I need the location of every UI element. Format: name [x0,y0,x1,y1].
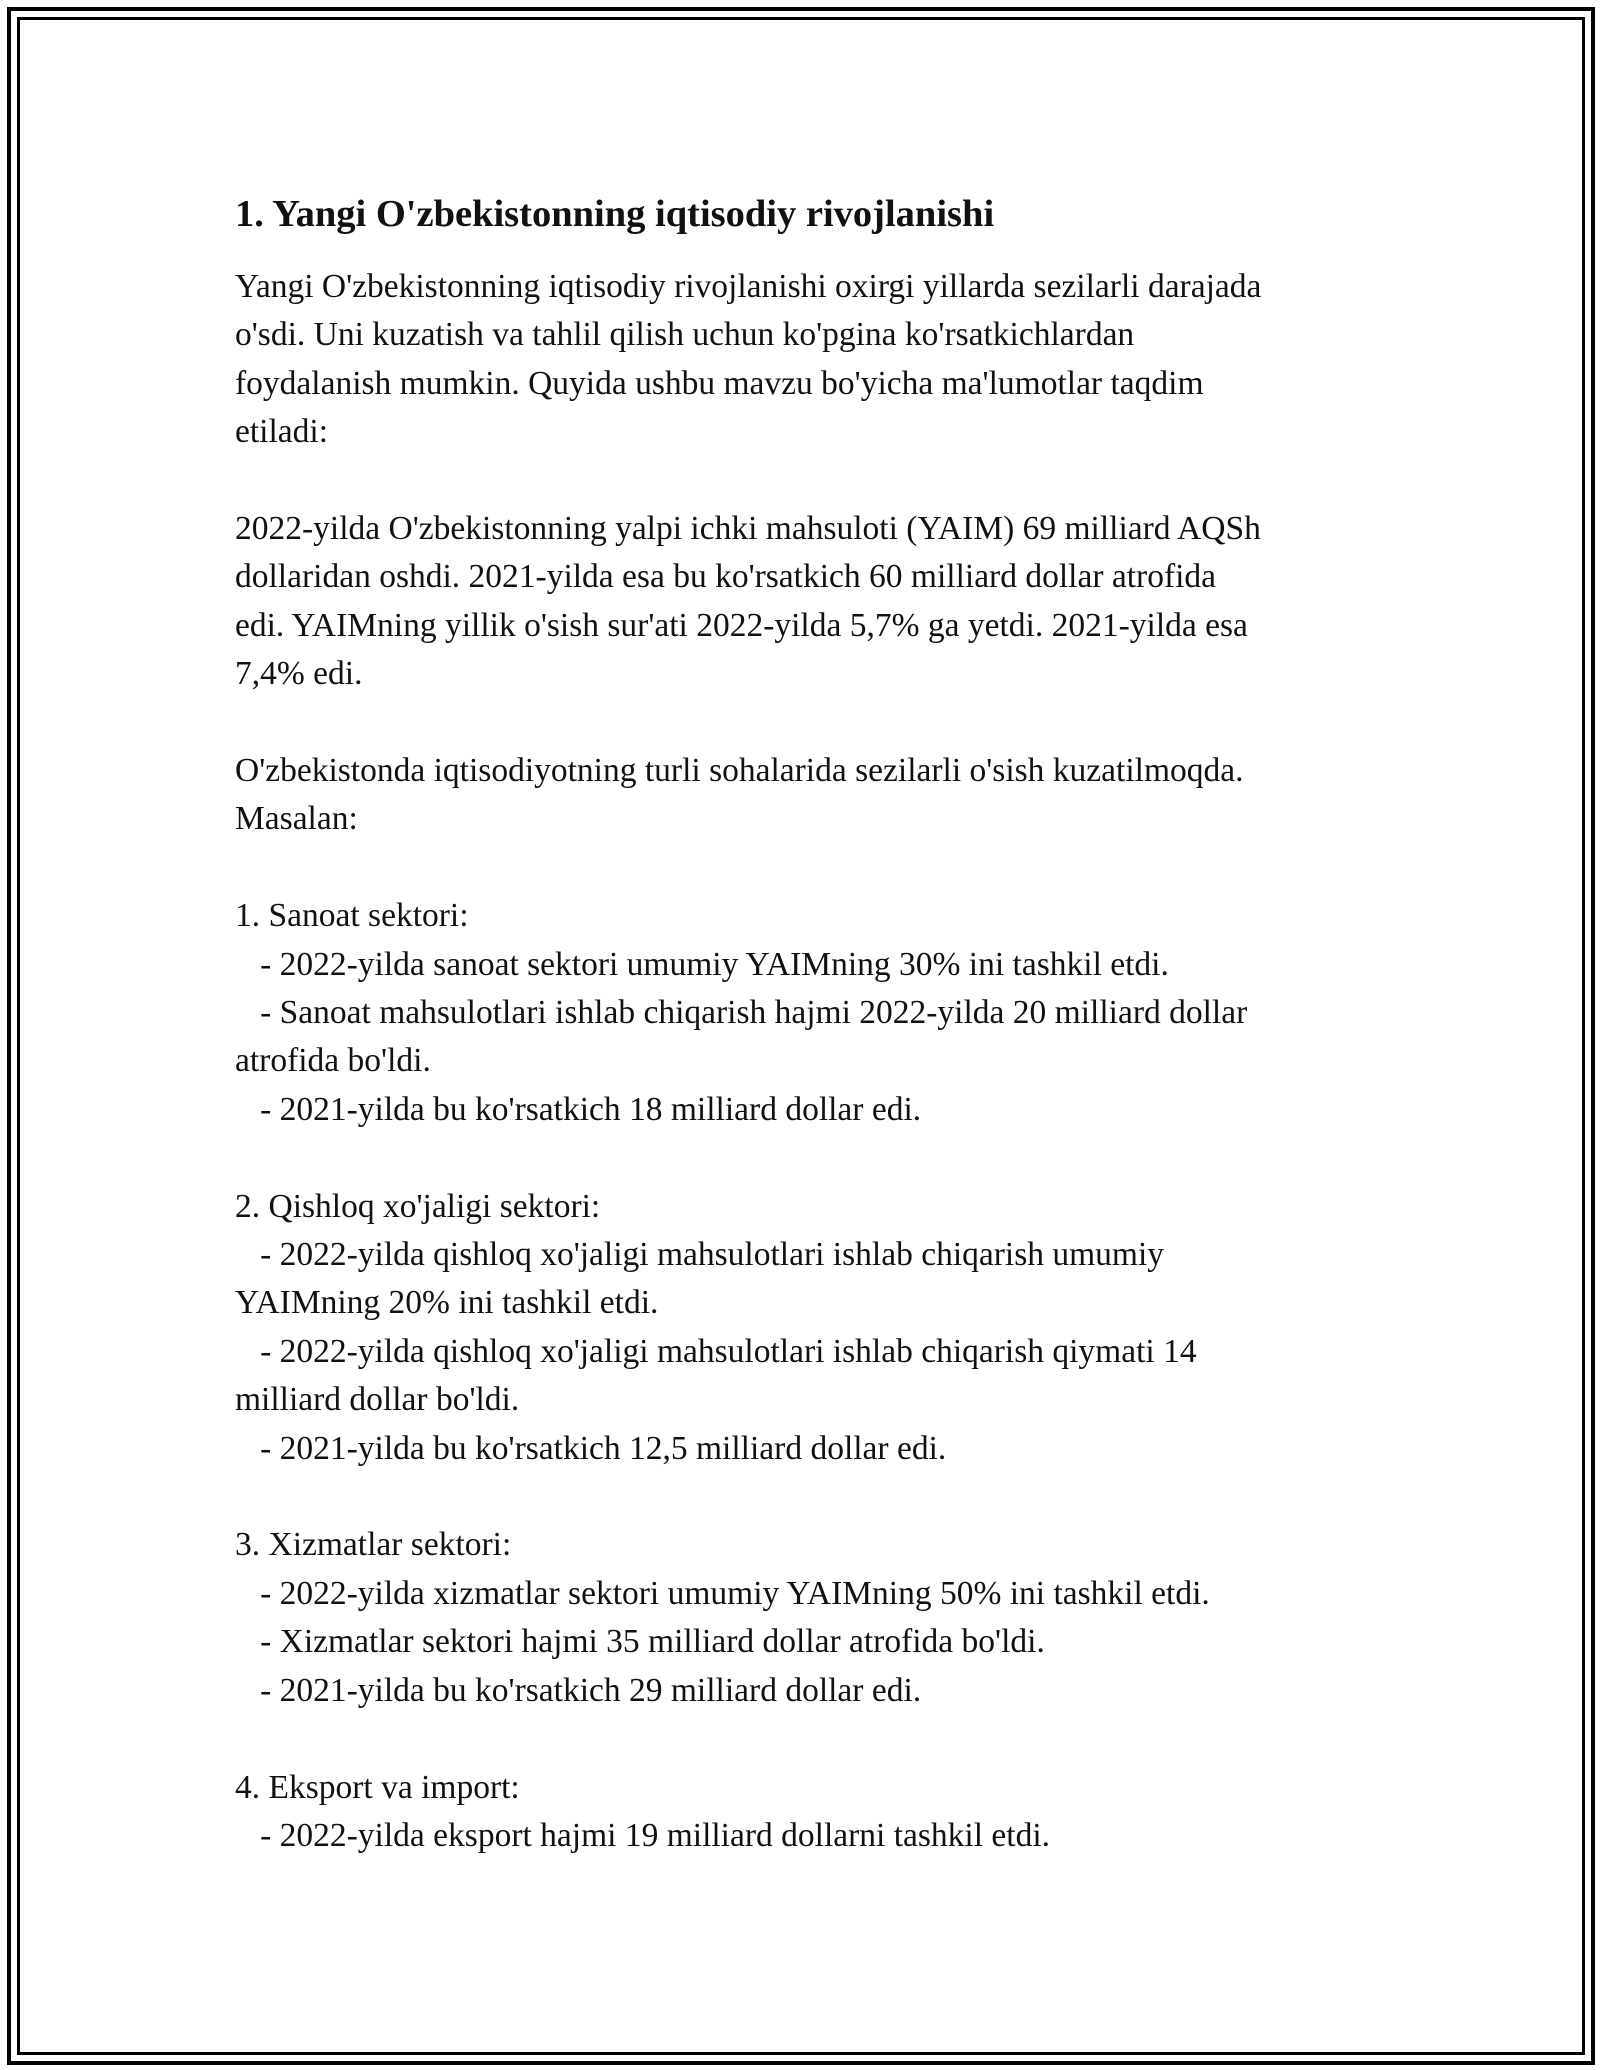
text-line: milliard dollar bo'ldi. [235,1381,520,1419]
text-line: etiladi: [235,413,329,451]
section-title: 1. Yangi O'zbekistonning iqtisodiy rivojlanishi [235,193,995,235]
text-line: O'zbekistonda iqtisodiyotning turli sohalarida sezilarli o'sish kuzatilmoqda. [235,752,1244,790]
text-line: - Xizmatlar sektori hajmi 35 milliard dollar atrofida bo'ldi. [235,1623,1045,1661]
text-line: - 2022-yilda eksport hajmi 19 milliard dollarni tashkil etdi. [235,1816,1051,1854]
text-line: Yangi O'zbekistonning iqtisodiy rivojlanishi oxirgi yillarda sezilarli darajada [235,268,1262,305]
blank-line [235,844,1375,892]
document-content [235,185,1375,1860]
text-line: 7,4% edi. [235,655,363,693]
text-line: - Sanoat mahsulotlari ishlab chiqarish hajmi 2022-yilda 20 milliard dollar [235,994,1248,1032]
text-line: 3. Xizmatlar sektori: [235,1526,512,1564]
text-line: - 2022-yilda sanoat sektori umumiy YAIMning 30% ini tashkil etdi. [235,945,1169,983]
text-line: 2022-yilda O'zbekistonning yalpi ichki mahsuloti (YAIM) 69 milliard AQSh [235,510,1261,548]
blank-line [235,1134,1375,1182]
text-line: - 2022-yilda qishloq xo'jaligi mahsulotlari ishlab chiqarish qiymati 14 [235,1332,1197,1370]
text-line: 2. Qishloq xo'jaligi sektori: [235,1187,601,1225]
text-line: 1. Sanoat sektori: [235,897,469,935]
text-line: YAIMning 20% ini tashkil etdi. [235,1284,659,1322]
text-line: o'sdi. Uni kuzatish va tahlil qilish uchun ko'pgina ko'rsatkichlardan [235,316,1135,354]
text-line: - 2021-yilda bu ko'rsatkich 12,5 milliard dollar edi. [235,1429,947,1467]
text-line: Masalan: [235,800,358,838]
blank-line [235,699,1375,747]
text-line: - 2022-yilda xizmatlar sektori umumiy YAIMning 50% ini tashkil etdi. [235,1574,1210,1612]
text-line: dollaridan oshdi. 2021-yilda esa bu ko'rsatkich 60 milliard dollar atrofida [235,558,1217,596]
text-line: - 2021-yilda bu ko'rsatkich 29 milliard dollar edi. [235,1671,922,1709]
text-line: 4. Eksport va import: [235,1768,520,1806]
text-line: atrofida bo'ldi. [235,1042,431,1080]
text-line: - 2022-yilda qishloq xo'jaligi mahsulotlari ishlab chiqarish umumiy [235,1236,1165,1274]
blank-line [235,1473,1375,1521]
text-line: edi. YAIMning yillik o'sish sur'ati 2022-yilda 5,7% ga yetdi. 2021-yilda esa [235,606,1248,644]
text-line: foydalanish mumkin. Quyida ushbu mavzu bo'yicha ma'lumotlar taqdim [235,364,1204,402]
text-line: - 2021-yilda bu ko'rsatkich 18 milliard dollar edi. [235,1090,922,1128]
blank-line [235,1715,1375,1763]
document-body [235,263,1375,1860]
blank-line [235,457,1375,505]
